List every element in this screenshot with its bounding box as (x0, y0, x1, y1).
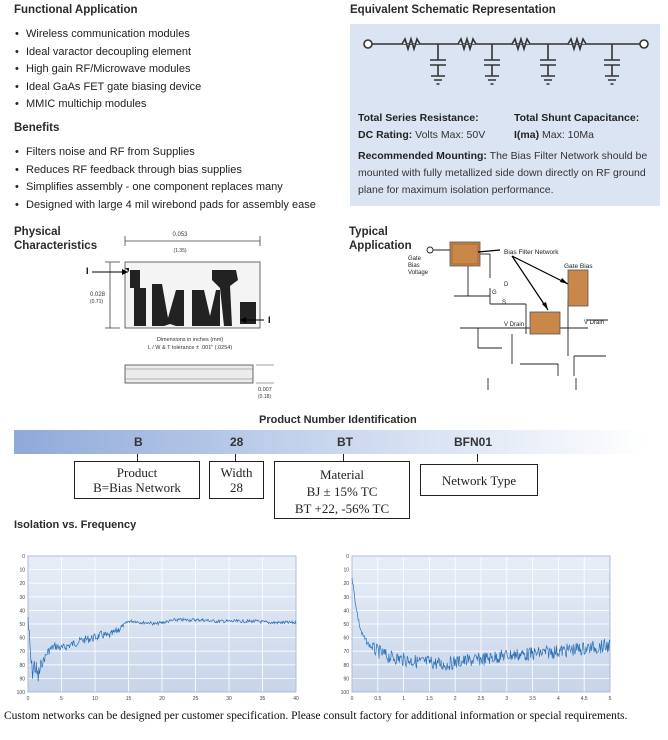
dim-note-line2: L / W & T tolerance ± .001" (.0254) (147, 345, 233, 351)
benefits-heading: Benefits (14, 122, 60, 134)
pn-material-line3: BT +22, -56% TC (294, 501, 390, 516)
x-tick-label: 2.5 (477, 696, 485, 702)
physical-drawing (80, 228, 280, 408)
y-tick-label: 20 (19, 581, 25, 588)
x-tick-label: 0.5 (374, 696, 382, 702)
gate-bias-voltage-l1: Gate (408, 256, 422, 262)
series-resistance-label: Total Series Resistance: (358, 112, 479, 124)
x-tick-label: 4 (557, 696, 560, 702)
x-tick-label: 5 (60, 696, 63, 702)
y-tick-label: 40 (19, 608, 25, 615)
x-tick-label: 0 (26, 696, 30, 702)
typical-application-diagram (408, 238, 618, 400)
shunt-capacitor (430, 44, 446, 84)
g-label: G (492, 290, 497, 296)
pn-material-line1: Material (319, 467, 365, 482)
benefits-list (14, 144, 316, 214)
pn-network-box: Network Type (420, 464, 538, 496)
x-tick-label: 3 (505, 696, 509, 702)
y-tick-label: 10 (19, 567, 25, 574)
x-tick-label: 1.5 (425, 696, 433, 702)
dim-note-line1: Dimensions in inches (mm) (156, 337, 224, 343)
gate-bias-voltage-l3: Voltage (408, 270, 429, 276)
y-tick-label: 60 (19, 635, 25, 642)
dim-top-mm: (1.35) (173, 248, 187, 254)
dc-rating-label: DC Rating: (358, 129, 413, 141)
y-tick-label: 0 (22, 554, 25, 560)
typical-heading (349, 225, 412, 253)
d-label: D (504, 282, 509, 288)
footer-note: Custom networks can be designed per customer specification. Please consult factory for additional information or special requirements. (4, 710, 628, 722)
pn-width-line2: 28 (230, 480, 243, 495)
pn-code-width: 28 (230, 435, 244, 449)
benefits-item: • Reduces RF feedback through bias supplies (14, 162, 316, 180)
schematic-heading: Equivalent Schematic Representation (350, 4, 556, 16)
x-tick-label: 40 (293, 696, 299, 702)
isolation-heading: Isolation vs. Frequency (14, 519, 137, 531)
y-tick-label: 10 (343, 567, 349, 574)
y-tick-label: 100 (16, 690, 25, 696)
schematic-diagram (350, 24, 660, 112)
pn-product-line2: B=Bias Network (93, 480, 181, 495)
y-tick-label: 20 (343, 581, 349, 588)
pn-code-bar (14, 430, 646, 454)
isolation-chart-1 (10, 542, 302, 704)
y-tick-label: 90 (19, 676, 25, 683)
functional-item: • High gain RF/Microwave modules (14, 61, 201, 79)
dc-rating-value: Volts Max: 50V (415, 129, 486, 141)
gate-bias-voltage-l2: Bias (408, 263, 420, 269)
pn-product-box (74, 461, 200, 499)
x-tick-label: 30 (226, 696, 232, 702)
functional-item: • Ideal varactor decoupling element (14, 44, 201, 62)
shunt-capacitor (604, 44, 620, 84)
dim-left: 0.028 (90, 292, 106, 298)
x-tick-label: 25 (192, 696, 199, 702)
x-tick-label: 35 (259, 696, 266, 702)
dim-right-mm: (0.18) (258, 394, 272, 400)
mounting-text: The Bias Filter Network should be mounted with fully metallized side down directly on RF ground plane for maximum isolation performance. (358, 150, 648, 196)
benefits-item: • Designed with large 4 mil wirebond pads for assembly ease (14, 197, 316, 215)
y-tick-label: 50 (343, 622, 349, 628)
y-tick-label: 70 (343, 649, 349, 656)
y-tick-label: 30 (343, 594, 349, 601)
y-tick-label: 70 (19, 649, 25, 656)
y-tick-label: 80 (19, 662, 25, 669)
x-tick-label: 5 (608, 696, 612, 702)
typical-heading-line1: Typical (349, 226, 388, 238)
x-tick-label: 4.5 (580, 696, 588, 702)
dim-left-mm: (0.71) (90, 299, 104, 305)
x-tick-label: 3.5 (529, 696, 537, 702)
mounting-label: Recommended Mounting: (358, 150, 487, 162)
dim-top: 0.053 (172, 232, 188, 238)
y-tick-label: 40 (343, 608, 349, 615)
pn-product-line1: Product (116, 465, 158, 480)
gate-bias-label: Gate Bias (564, 263, 593, 270)
v-drain-b-label: V Drain (584, 320, 605, 326)
dim-right: 0.007 (258, 387, 272, 393)
functional-list (14, 26, 201, 114)
x-tick-label: 0 (350, 696, 354, 702)
x-tick-label: 1 (402, 696, 405, 702)
isolation-chart-2 (334, 542, 616, 704)
x-tick-label: 2 (453, 696, 457, 702)
benefits-item: • Filters noise and RF from Supplies (14, 144, 316, 162)
pn-width-box (209, 461, 264, 499)
pn-code-material: BT (337, 435, 353, 449)
benefits-item: • Simplifies assembly - one component replaces many (14, 179, 316, 197)
s-label: S (502, 300, 507, 306)
y-tick-label: 100 (340, 690, 349, 696)
schematic-panel (350, 24, 660, 206)
functional-heading: Functional Application (14, 4, 138, 16)
shunt-capacitor (540, 44, 556, 84)
y-tick-label: 80 (343, 662, 349, 669)
y-tick-label: 0 (346, 554, 349, 560)
functional-item: • Wireless communication modules (14, 26, 201, 44)
x-tick-label: 20 (159, 696, 165, 702)
x-tick-label: 10 (92, 696, 98, 702)
pn-code-product: B (134, 435, 143, 449)
v-drain-a-label: V Drain (504, 322, 525, 328)
current-label: I(ma) (514, 129, 540, 141)
y-tick-label: 30 (19, 594, 25, 601)
y-tick-label: 60 (343, 635, 349, 642)
pn-width-line1: Width (220, 465, 253, 480)
typical-heading-line2: Application (349, 240, 412, 252)
pn-heading: Product Number Identification (259, 414, 417, 426)
marker-left: I (86, 266, 89, 276)
current-value: Max: 10Ma (542, 129, 594, 141)
functional-item: • MMIC multichip modules (14, 96, 201, 114)
pn-material-box (274, 461, 410, 519)
pn-material-line2: BJ ± 15% TC (306, 484, 378, 499)
marker-right: I (268, 315, 271, 325)
pn-code-network: BFN01 (454, 435, 493, 449)
x-tick-label: 15 (125, 696, 132, 702)
functional-item: • Ideal GaAs FET gate biasing device (14, 79, 201, 97)
shunt-capacitor (484, 44, 500, 84)
y-tick-label: 50 (19, 622, 25, 628)
bias-filter-label: Bias Filter Network (504, 249, 559, 256)
y-tick-label: 90 (343, 676, 349, 683)
physical-heading-line2: Characteristics (14, 240, 98, 252)
physical-heading-line1: Physical (14, 226, 61, 238)
shunt-capacitance-label: Total Shunt Capacitance: (514, 112, 640, 124)
